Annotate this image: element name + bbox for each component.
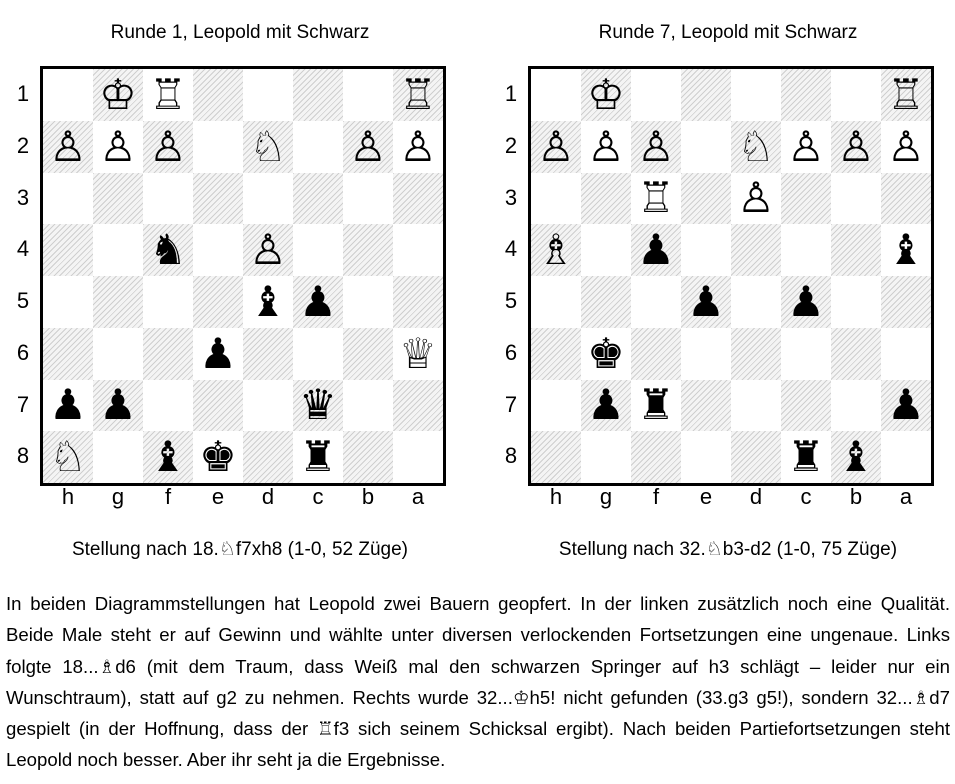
file-label: f xyxy=(164,484,172,509)
chess-piece-icon: ♘ xyxy=(49,432,87,482)
board-square xyxy=(781,328,831,380)
board-square xyxy=(343,121,393,173)
chess-piece-icon: ♟ xyxy=(49,380,87,430)
board-square xyxy=(143,431,193,483)
board-square xyxy=(293,173,343,225)
chess-piece-icon: ♛ xyxy=(299,380,337,430)
diagram-title-left: Runde 1, Leopold mit Schwarz xyxy=(110,22,370,43)
chess-piece-icon: ♙ xyxy=(837,121,875,171)
board-square xyxy=(631,224,681,276)
chess-piece-icon: ♗ xyxy=(537,225,575,275)
board-square xyxy=(343,173,393,225)
board-square xyxy=(43,431,93,483)
board-square xyxy=(631,121,681,173)
board-square xyxy=(193,328,243,380)
rank-label: 2 xyxy=(504,132,518,158)
rank-label: 8 xyxy=(16,443,30,469)
board-square xyxy=(681,121,731,173)
rank-label: 6 xyxy=(16,339,30,365)
board-square xyxy=(681,173,731,225)
rank-label: 4 xyxy=(16,236,30,262)
chess-piece-icon: ♙ xyxy=(587,121,625,171)
board-square xyxy=(243,276,293,328)
board-square xyxy=(581,328,631,380)
board-square xyxy=(581,276,631,328)
file-label: g xyxy=(111,484,125,509)
chess-piece-icon: ♙ xyxy=(887,121,925,171)
board-square xyxy=(243,121,293,173)
chess-piece-icon: ♝ xyxy=(837,432,875,482)
board-square xyxy=(731,69,781,121)
board-square xyxy=(881,173,931,225)
board-square xyxy=(393,328,443,380)
chess-piece-icon: ♙ xyxy=(399,121,437,171)
file-label: h xyxy=(549,484,563,509)
chess-piece-icon: ♟ xyxy=(199,328,237,378)
board-square xyxy=(243,431,293,483)
board-square xyxy=(731,276,781,328)
rank-label: 5 xyxy=(504,288,518,313)
chess-piece-icon: ♚ xyxy=(199,432,237,482)
board-square xyxy=(831,69,881,121)
board-square xyxy=(881,380,931,432)
board-square xyxy=(93,380,143,432)
board-square xyxy=(43,121,93,173)
board-square xyxy=(193,69,243,121)
board-square xyxy=(731,121,781,173)
board-square xyxy=(193,121,243,173)
board-square xyxy=(831,431,881,483)
file-label: d xyxy=(261,484,275,509)
chess-piece-icon: ♖ xyxy=(149,69,187,119)
board-square xyxy=(143,380,193,432)
board-square xyxy=(781,224,831,276)
body-paragraph xyxy=(6,588,950,776)
board-square xyxy=(681,276,731,328)
board-square xyxy=(293,69,343,121)
file-label: a xyxy=(899,484,913,509)
chess-piece-icon: ♙ xyxy=(737,173,775,223)
chess-piece-icon: ♟ xyxy=(99,380,137,430)
board-square xyxy=(243,173,293,225)
board-square xyxy=(831,328,881,380)
chess-piece-icon: ♝ xyxy=(887,225,925,275)
board-square xyxy=(43,276,93,328)
board-square xyxy=(781,69,831,121)
chess-piece-icon: ♟ xyxy=(637,225,675,275)
chess-piece-icon: ♙ xyxy=(249,225,287,275)
board-square xyxy=(731,431,781,483)
board-square xyxy=(731,173,781,225)
board-square xyxy=(193,224,243,276)
board-square xyxy=(243,328,293,380)
chess-piece-icon: ♕ xyxy=(399,328,437,378)
chess-piece-icon: ♟ xyxy=(787,276,825,326)
board-square xyxy=(193,431,243,483)
board-square xyxy=(293,431,343,483)
board-square xyxy=(881,276,931,328)
chess-board-left xyxy=(40,66,446,486)
board-square xyxy=(831,380,881,432)
chess-piece-icon: ♙ xyxy=(149,121,187,171)
board-square xyxy=(143,328,193,380)
board-square xyxy=(93,431,143,483)
board-square xyxy=(581,380,631,432)
board-square xyxy=(631,380,681,432)
chess-piece-icon: ♙ xyxy=(349,121,387,171)
board-square xyxy=(293,121,343,173)
board-square xyxy=(731,224,781,276)
board-square xyxy=(681,380,731,432)
file-label: e xyxy=(211,484,225,509)
board-square xyxy=(831,224,881,276)
board-square xyxy=(631,69,681,121)
rank-label: 6 xyxy=(504,339,518,365)
board-square xyxy=(93,224,143,276)
board-square xyxy=(243,224,293,276)
board-square xyxy=(43,328,93,380)
chess-piece-icon: ♖ xyxy=(399,69,437,119)
board-square xyxy=(43,380,93,432)
rank-label: 3 xyxy=(504,184,518,210)
rank-label: 2 xyxy=(16,132,30,158)
rank-label: 1 xyxy=(504,81,518,106)
board-square xyxy=(393,224,443,276)
chess-piece-icon: ♙ xyxy=(537,121,575,171)
board-square xyxy=(781,431,831,483)
board-square xyxy=(531,380,581,432)
board-square xyxy=(631,328,681,380)
rank-label: 5 xyxy=(16,288,30,313)
chess-piece-icon: ♟ xyxy=(299,276,337,326)
board-square xyxy=(731,328,781,380)
board-square xyxy=(781,276,831,328)
file-label: e xyxy=(699,484,713,509)
board-square xyxy=(581,224,631,276)
diagram-title-right: Runde 7, Leopold mit Schwarz xyxy=(598,22,858,43)
board-square xyxy=(631,173,681,225)
board-square xyxy=(93,173,143,225)
board-square xyxy=(881,69,931,121)
board-square xyxy=(531,173,581,225)
chess-piece-icon: ♚ xyxy=(587,328,625,378)
board-square xyxy=(43,173,93,225)
board-square xyxy=(581,121,631,173)
board-square xyxy=(393,69,443,121)
chess-piece-icon: ♔ xyxy=(99,69,137,119)
board-square xyxy=(781,173,831,225)
board-square xyxy=(193,380,243,432)
board-square xyxy=(393,380,443,432)
board-square xyxy=(293,276,343,328)
board-square xyxy=(581,69,631,121)
board-square xyxy=(43,224,93,276)
board-square xyxy=(293,380,343,432)
diagram-caption-right: Stellung nach 32.♘b3-d2 (1-0, 75 Züge) xyxy=(558,539,898,560)
chess-piece-icon: ♟ xyxy=(887,380,925,430)
diagram-caption-left: Stellung nach 18.♘f7xh8 (1-0, 52 Züge) xyxy=(71,539,409,560)
rank-label: 4 xyxy=(504,236,518,262)
chess-piece-icon: ♜ xyxy=(637,380,675,430)
board-square xyxy=(531,69,581,121)
board-square xyxy=(143,224,193,276)
board-square xyxy=(393,431,443,483)
board-square xyxy=(293,224,343,276)
board-square xyxy=(581,173,631,225)
board-square xyxy=(393,173,443,225)
board-square xyxy=(781,380,831,432)
board-square xyxy=(781,121,831,173)
board-square xyxy=(43,69,93,121)
chess-piece-icon: ♟ xyxy=(687,276,725,326)
board-square xyxy=(393,121,443,173)
board-square xyxy=(93,276,143,328)
chess-piece-icon: ♙ xyxy=(637,121,675,171)
board-square xyxy=(93,328,143,380)
board-square xyxy=(343,380,393,432)
board-square xyxy=(293,328,343,380)
board-square xyxy=(243,69,293,121)
board-square xyxy=(531,121,581,173)
board-square xyxy=(831,276,881,328)
file-label: b xyxy=(361,484,375,509)
chess-piece-icon: ♜ xyxy=(787,432,825,482)
board-square xyxy=(343,431,393,483)
board-square xyxy=(681,224,731,276)
board-square xyxy=(143,276,193,328)
file-label: g xyxy=(599,484,613,509)
board-square xyxy=(143,69,193,121)
file-label: a xyxy=(411,484,425,509)
board-square xyxy=(881,328,931,380)
board-square xyxy=(343,276,393,328)
board-square xyxy=(531,224,581,276)
chess-piece-icon: ♞ xyxy=(149,225,187,275)
chess-piece-icon: ♘ xyxy=(249,121,287,171)
board-square xyxy=(831,173,881,225)
chess-piece-icon: ♝ xyxy=(149,432,187,482)
chess-piece-icon: ♙ xyxy=(787,121,825,171)
board-square xyxy=(531,431,581,483)
chess-piece-icon: ♔ xyxy=(587,69,625,119)
board-square xyxy=(93,121,143,173)
board-square xyxy=(531,328,581,380)
chess-piece-icon: ♘ xyxy=(737,121,775,171)
chess-piece-icon: ♟ xyxy=(587,380,625,430)
chess-piece-icon: ♝ xyxy=(249,276,287,326)
board-square xyxy=(143,173,193,225)
board-square xyxy=(193,276,243,328)
board-square xyxy=(881,431,931,483)
board-square xyxy=(531,276,581,328)
body-text: In beiden Diagrammstellungen hat Leopold zwei Bauern geopfert. In der linken zusätzlich noch eine Qualität. Beide Male steht er auf Gewinn und wählte unter diversen verlockenden Fortsetzungen eine ungenaue. Links folgte 18...♗d6 (mit dem Traum, dass Weiß mal den schwarzen Springer auf h3 schlägt – leider nur ein Wunschtraum), statt auf g2 zu nehmen. Rechts wurde 32...♔h5! nicht gefunden (33.g3 g5!), sondern 32...♗d7 gespielt (in der Hoffnung, dass der ♖f3 sich seinem Schicksal ergibt). Nach beiden Partiefortsetzungen steht Leopold noch besser. Aber ihr seht ja die Ergebnisse. xyxy=(6,593,950,771)
board-square xyxy=(343,224,393,276)
board-square xyxy=(243,380,293,432)
file-label: c xyxy=(800,484,812,509)
chess-piece-icon: ♖ xyxy=(637,173,675,223)
rank-label: 3 xyxy=(16,184,30,210)
rank-label: 8 xyxy=(504,443,518,469)
board-square xyxy=(631,276,681,328)
rank-label: 7 xyxy=(504,391,518,417)
board-square xyxy=(631,431,681,483)
file-label: b xyxy=(849,484,863,509)
board-square xyxy=(393,276,443,328)
file-label: d xyxy=(749,484,763,509)
board-square xyxy=(731,380,781,432)
file-label: f xyxy=(652,484,660,509)
file-label: h xyxy=(61,484,75,509)
rank-label: 7 xyxy=(16,391,30,417)
board-square xyxy=(143,121,193,173)
file-label: c xyxy=(312,484,324,509)
chess-piece-icon: ♙ xyxy=(49,121,87,171)
rank-label: 1 xyxy=(16,81,30,106)
board-square xyxy=(193,173,243,225)
chess-board-right xyxy=(528,66,934,486)
board-square xyxy=(343,328,393,380)
board-square xyxy=(681,431,731,483)
board-square xyxy=(881,224,931,276)
board-square xyxy=(93,69,143,121)
board-square xyxy=(681,69,731,121)
board-square xyxy=(343,69,393,121)
chess-piece-icon: ♖ xyxy=(887,69,925,119)
chess-piece-icon: ♜ xyxy=(299,432,337,482)
board-square xyxy=(881,121,931,173)
chess-piece-icon: ♙ xyxy=(99,121,137,171)
board-square xyxy=(831,121,881,173)
board-square xyxy=(681,328,731,380)
board-square xyxy=(581,431,631,483)
